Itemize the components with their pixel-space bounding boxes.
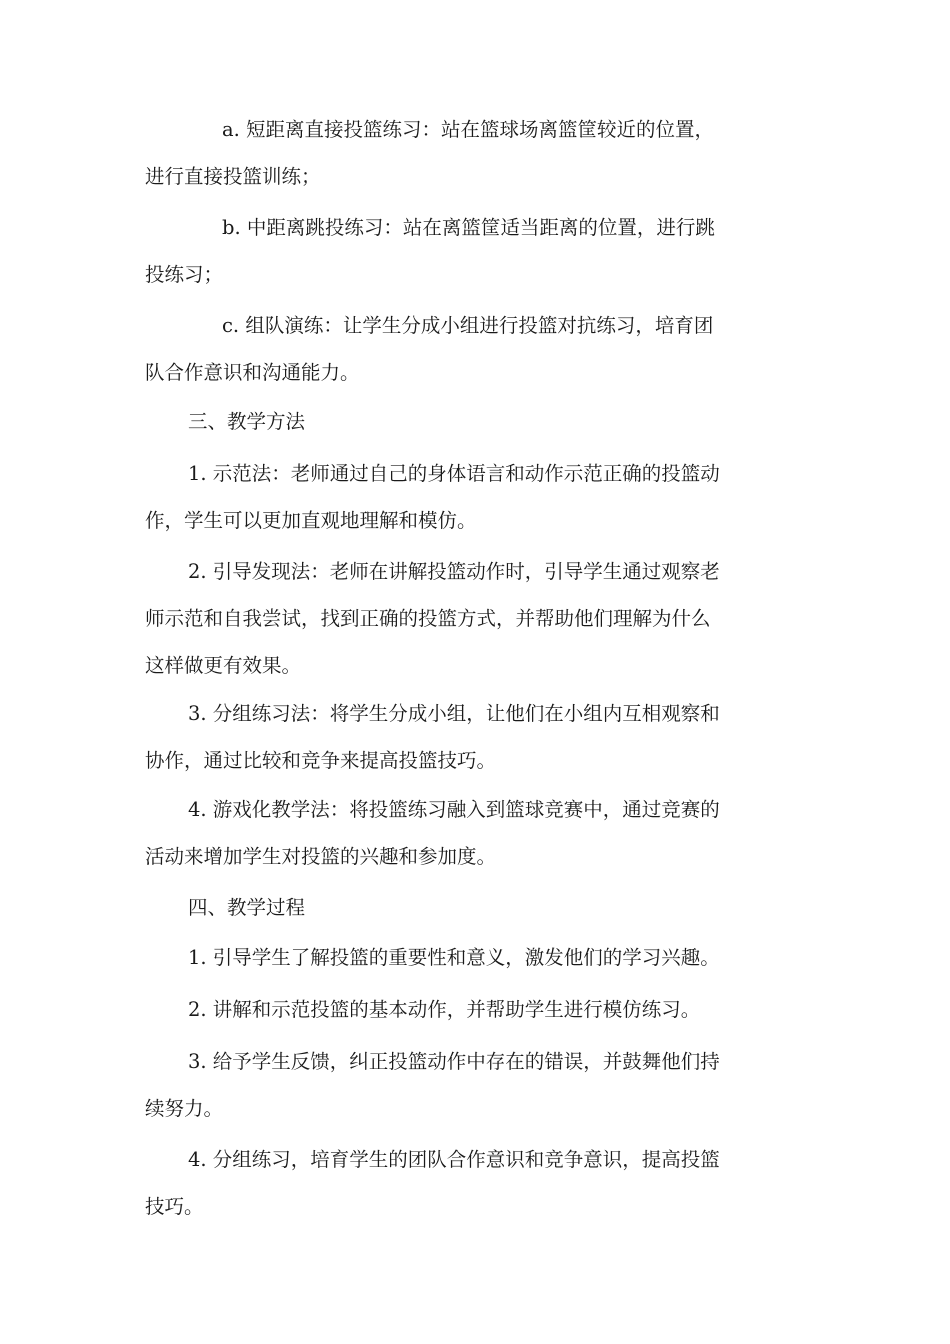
text-line: 2. 引导发现法：老师在讲解投篮动作时，引导学生通过观察老 xyxy=(188,560,720,583)
text-line: c. 组队演练：让学生分成小组进行投篮对抗练习，培育团 xyxy=(222,314,714,337)
text-line: a. 短距离直接投篮练习：站在篮球场离篮筐较近的位置， xyxy=(222,118,715,141)
text-line: 续努力。 xyxy=(145,1097,224,1120)
paragraph-short-range-practice xyxy=(145,106,810,200)
text-line: 投练习； xyxy=(145,263,224,286)
paragraph-guided-discovery-method xyxy=(145,548,810,689)
paragraph-demonstration-method xyxy=(145,450,810,544)
paragraph-process-step-3 xyxy=(145,1038,810,1132)
heading-text: 三、教学方法 xyxy=(188,410,306,433)
text-line: b. 中距离跳投练习：站在离篮筐适当距离的位置，进行跳 xyxy=(222,216,715,239)
text-line: 技巧。 xyxy=(145,1195,204,1218)
paragraph-process-step-1 xyxy=(145,934,810,981)
text-line: 协作，通过比较和竞争来提高投篮技巧。 xyxy=(145,749,497,772)
section-heading-teaching-process xyxy=(145,884,810,931)
text-line: 2. 讲解和示范投篮的基本动作，并帮助学生进行模仿练习。 xyxy=(188,998,701,1021)
text-line: 1. 引导学生了解投篮的重要性和意义，激发他们的学习兴趣。 xyxy=(188,946,720,969)
paragraph-team-drill xyxy=(145,302,810,396)
paragraph-process-step-2 xyxy=(145,986,810,1033)
text-line: 3. 给予学生反馈，纠正投篮动作中存在的错误，并鼓舞他们持 xyxy=(188,1050,720,1073)
text-line: 3. 分组练习法：将学生分成小组，让他们在小组内互相观察和 xyxy=(188,702,720,725)
heading-text: 四、教学过程 xyxy=(188,896,306,919)
text-line: 队合作意识和沟通能力。 xyxy=(145,361,360,384)
text-line: 进行直接投篮训练； xyxy=(145,165,321,188)
section-heading-teaching-methods xyxy=(145,398,810,445)
text-line: 师示范和自我尝试，找到正确的投篮方式，并帮助他们理解为什么 xyxy=(145,607,711,630)
text-line: 作，学生可以更加直观地理解和模仿。 xyxy=(145,509,477,532)
text-line: 活动来增加学生对投篮的兴趣和参加度。 xyxy=(145,845,497,868)
paragraph-process-step-4 xyxy=(145,1136,810,1230)
paragraph-mid-range-practice xyxy=(145,204,810,298)
paragraph-group-practice-method xyxy=(145,690,810,784)
text-line: 1. 示范法：老师通过自己的身体语言和动作示范正确的投篮动 xyxy=(188,462,720,485)
text-line: 4. 分组练习，培育学生的团队合作意识和竞争意识，提高投篮 xyxy=(188,1148,720,1171)
text-line: 这样做更有效果。 xyxy=(145,654,302,677)
paragraph-gamification-method xyxy=(145,786,810,880)
text-line: 4. 游戏化教学法：将投篮练习融入到篮球竞赛中，通过竞赛的 xyxy=(188,798,720,821)
